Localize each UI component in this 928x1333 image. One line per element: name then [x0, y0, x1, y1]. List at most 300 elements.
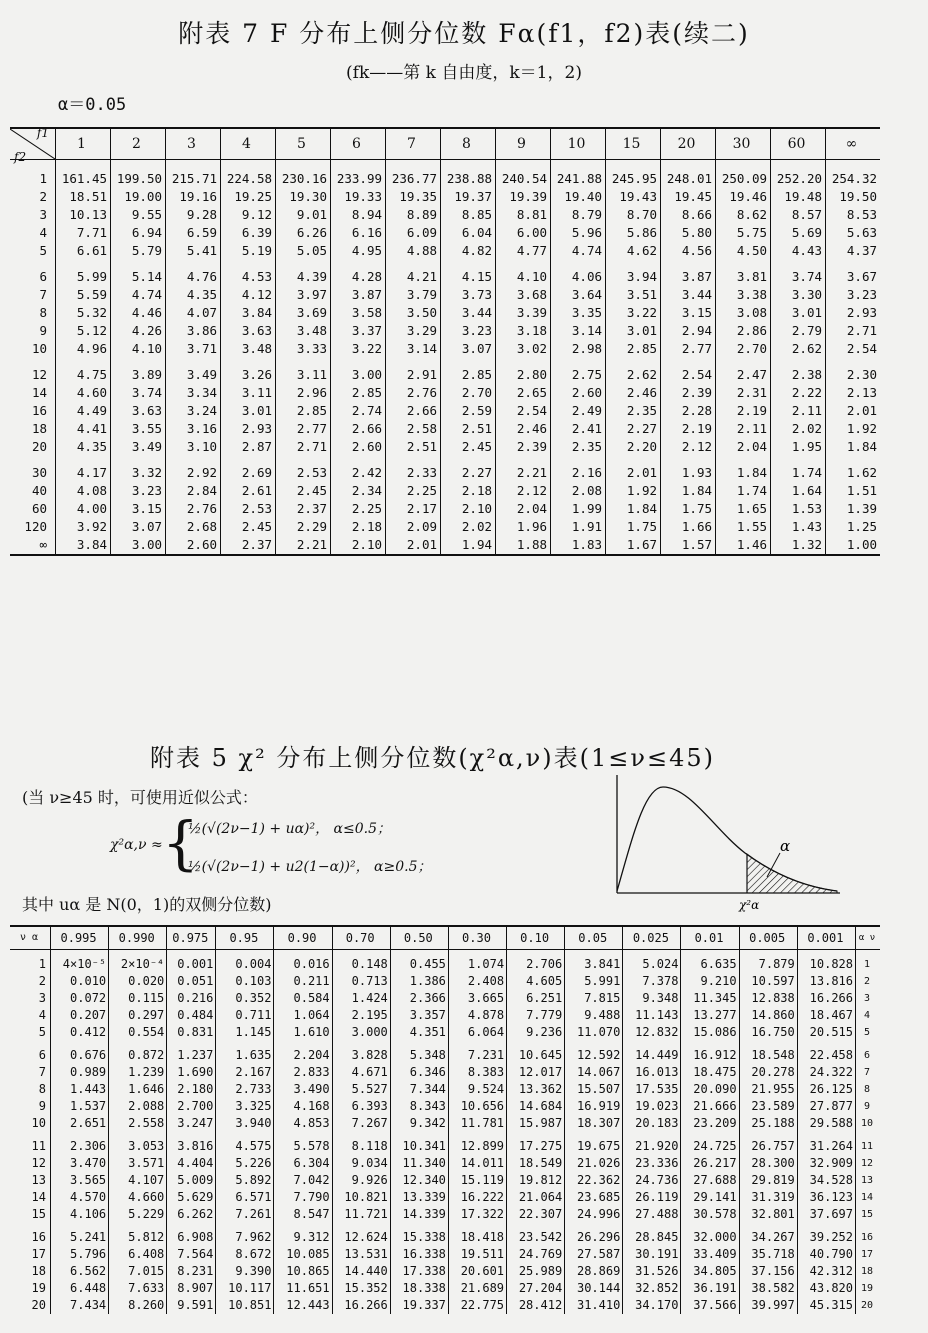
chi-cell: 32.852 — [623, 1280, 681, 1297]
f-cell: 2.79 — [771, 322, 826, 340]
chi-cell: 17.535 — [623, 1081, 681, 1098]
chi-cell: 10.656 — [448, 1098, 506, 1115]
f-cell: 3.33 — [276, 340, 331, 358]
f-cell: 9.28 — [166, 206, 221, 224]
chi-cell: 6.408 — [109, 1246, 167, 1263]
chi-table-row — [10, 1115, 880, 1132]
f-cell: 2.62 — [771, 340, 826, 358]
f-cell: 199.50 — [111, 160, 166, 189]
f-row-label-f2: 5 — [39, 243, 47, 258]
f-cell: 1.57 — [661, 536, 716, 555]
chi-cell: 9.524 — [448, 1081, 506, 1098]
chi-cell: 9.390 — [216, 1263, 274, 1280]
chi-cell: 24.322 — [797, 1064, 855, 1081]
f-cell: 2.92 — [166, 464, 221, 482]
f-cell: 3.10 — [166, 438, 221, 456]
f-cell: 2.66 — [331, 420, 386, 438]
chi-cell: 9.348 — [623, 990, 681, 1007]
chi-cell: 18.418 — [448, 1229, 506, 1246]
chi-cell: 1.237 — [167, 1047, 216, 1064]
chi-row-label-v-right: 16 — [856, 1229, 881, 1246]
chi-cell: 10.645 — [507, 1047, 565, 1064]
chi-cell: 34.528 — [797, 1172, 855, 1189]
chi-table-row — [10, 990, 880, 1007]
f-cell: 3.00 — [331, 366, 386, 384]
chi-cell: 21.689 — [448, 1280, 506, 1297]
chi-col-header: 0.90 — [274, 926, 332, 950]
chi-col-header: 0.50 — [390, 926, 448, 950]
chi-cell: 14.449 — [623, 1047, 681, 1064]
f-cell: 5.41 — [166, 242, 221, 260]
f-cell: 3.15 — [661, 304, 716, 322]
chi-cell: 0.148 — [332, 950, 390, 974]
f-cell: 3.29 — [386, 322, 441, 340]
chi-col-header: 0.005 — [739, 926, 797, 950]
f-row-label-f2: 10 — [31, 341, 47, 356]
f-cell: 3.55 — [111, 420, 166, 438]
chi-cell: 0.352 — [216, 990, 274, 1007]
f-cell: 4.08 — [56, 482, 111, 500]
f-cell: 3.79 — [386, 286, 441, 304]
f-cell: 4.74 — [551, 242, 606, 260]
chi-cell: 3.565 — [51, 1172, 109, 1189]
f-cell: 4.00 — [56, 500, 111, 518]
chi-cell: 20.090 — [681, 1081, 739, 1098]
chi-cell: 6.064 — [448, 1024, 506, 1041]
f-col-header: 6 — [331, 128, 386, 160]
chi-row-label-v: 3 — [38, 991, 46, 1005]
f-cell: 2.61 — [221, 482, 276, 500]
f-cell: 2.46 — [606, 384, 661, 402]
chi-cell: 15.352 — [332, 1280, 390, 1297]
f-table-row — [10, 322, 880, 340]
chi-row-label-v: 14 — [31, 1190, 46, 1204]
chi-cell: 2.651 — [51, 1115, 109, 1132]
chi-cell: 19.511 — [448, 1246, 506, 1263]
chi-cell: 7.231 — [448, 1047, 506, 1064]
f-cell: 2.91 — [386, 366, 441, 384]
f-cell: 19.40 — [551, 188, 606, 206]
f-gap-cell — [661, 456, 716, 464]
f-cell: 2.39 — [496, 438, 551, 456]
f-row-label-f2: ∞ — [10, 536, 56, 555]
f-cell: 2.02 — [441, 518, 496, 536]
f-cell: 6.39 — [221, 224, 276, 242]
f-cell: 5.59 — [56, 286, 111, 304]
f-cell: 3.01 — [221, 402, 276, 420]
f-cell: 4.82 — [441, 242, 496, 260]
chi-cell: 4.660 — [109, 1189, 167, 1206]
chi-row-label-v-right: 2 — [856, 973, 881, 990]
f-cell: 2.47 — [716, 366, 771, 384]
f-cell: 4.10 — [111, 340, 166, 358]
f-cell: 2.17 — [386, 500, 441, 518]
f-row-label-f2: 8 — [39, 305, 47, 320]
chi-cell: 21.064 — [507, 1189, 565, 1206]
f-cell: 8.57 — [771, 206, 826, 224]
chi-cell: 8.260 — [109, 1297, 167, 1314]
chi-cell: 14.339 — [390, 1206, 448, 1223]
chi-cell: 15.119 — [448, 1172, 506, 1189]
f-cell: 2.71 — [826, 322, 881, 340]
f-cell: 4.06 — [551, 268, 606, 286]
f-cell: 2.49 — [551, 402, 606, 420]
chi-cell: 0.831 — [167, 1024, 216, 1041]
f-cell: 2.28 — [661, 402, 716, 420]
chi-cell: 12.838 — [739, 990, 797, 1007]
f-cell: 3.07 — [111, 518, 166, 536]
f-cell: 2.19 — [661, 420, 716, 438]
f-cell: 1.92 — [826, 420, 881, 438]
chi-col-header: 0.01 — [681, 926, 739, 950]
f-cell: 3.26 — [221, 366, 276, 384]
f-cell: 2.86 — [716, 322, 771, 340]
chi-cell: 9.591 — [167, 1297, 216, 1314]
chi-row-label-v-right: 12 — [856, 1155, 881, 1172]
chi-cell: 10.341 — [390, 1138, 448, 1155]
f-table-row — [10, 188, 880, 206]
f-cell: 1.93 — [661, 464, 716, 482]
chart-x-label: χ²α — [739, 898, 760, 912]
f-cell: 4.88 — [386, 242, 441, 260]
f-cell: 1.53 — [771, 500, 826, 518]
f-cell: 240.54 — [496, 160, 551, 189]
f-cell: 3.11 — [276, 366, 331, 384]
f-cell: 1.99 — [551, 500, 606, 518]
f-cell: 245.95 — [606, 160, 661, 189]
chi-cell: 7.815 — [565, 990, 623, 1007]
f-cell: 2.65 — [496, 384, 551, 402]
f-cell: 2.35 — [606, 402, 661, 420]
chi-cell: 7.962 — [216, 1229, 274, 1246]
chi-row-label-v-right: 20 — [856, 1297, 881, 1314]
f-cell: 4.46 — [111, 304, 166, 322]
chi-cell: 6.262 — [167, 1206, 216, 1223]
f-cell: 3.81 — [716, 268, 771, 286]
chi-cell: 7.434 — [51, 1297, 109, 1314]
chi-cell: 4.878 — [448, 1007, 506, 1024]
chi-cell: 32.909 — [797, 1155, 855, 1172]
f-table-row — [10, 518, 880, 536]
chi-table-title: 附表 5 χ² 分布上侧分位数(χ²α,ν)表(1≤ν≤45) — [150, 744, 715, 772]
chi-note-approx: (当 ν≥45 时，可使用近似公式： — [22, 788, 258, 807]
chi-table-row — [10, 1155, 880, 1172]
f-cell: 2.45 — [441, 438, 496, 456]
chi-row-label-v: 5 — [38, 1025, 46, 1039]
f-row-label-f2: 16 — [31, 403, 47, 418]
chi-cell: 0.872 — [109, 1047, 167, 1064]
f-cell: 2.19 — [716, 402, 771, 420]
chi-cell: 3.357 — [390, 1007, 448, 1024]
f-cell: 3.69 — [276, 304, 331, 322]
chi-table-row — [10, 1081, 880, 1098]
f-col-header: 30 — [716, 128, 771, 160]
chi-table-row — [10, 1007, 880, 1024]
chi-row-label-v-right: 19 — [856, 1280, 881, 1297]
f-cell: 5.63 — [826, 224, 881, 242]
f-cell: 1.55 — [716, 518, 771, 536]
f-cell: 3.49 — [111, 438, 166, 456]
f-cell: 215.71 — [166, 160, 221, 189]
chi-cell: 3.325 — [216, 1098, 274, 1115]
chi-cell: 11.340 — [390, 1155, 448, 1172]
chi-cell: 1.690 — [167, 1064, 216, 1081]
chi-cell: 1.074 — [448, 950, 506, 974]
chi-cell: 0.207 — [51, 1007, 109, 1024]
chi-cell: 0.004 — [216, 950, 274, 974]
chi-cell: 5.527 — [332, 1081, 390, 1098]
chi-cell: 37.566 — [681, 1297, 739, 1314]
chi-cell: 18.475 — [681, 1064, 739, 1081]
f-gap-cell — [276, 358, 331, 366]
f-cell: 2.46 — [496, 420, 551, 438]
chi-cell: 9.034 — [332, 1155, 390, 1172]
f-cell: 1.95 — [771, 438, 826, 456]
f-cell: 2.30 — [826, 366, 881, 384]
f-cell: 2.04 — [716, 438, 771, 456]
f-cell: 2.21 — [276, 536, 331, 555]
chi-cell: 16.338 — [390, 1246, 448, 1263]
f-cell: 2.54 — [826, 340, 881, 358]
chi-cell: 0.711 — [216, 1007, 274, 1024]
chi-cell: 31.319 — [739, 1189, 797, 1206]
f-gap-cell — [496, 456, 551, 464]
chi-cell: 5.226 — [216, 1155, 274, 1172]
f-cell: 3.30 — [771, 286, 826, 304]
f-gap-cell — [166, 456, 221, 464]
f-cell: 3.51 — [606, 286, 661, 304]
chi-cell: 0.001 — [167, 950, 216, 974]
chi-cell: 9.312 — [274, 1229, 332, 1246]
f-cell: 3.92 — [56, 518, 111, 536]
f-cell: 1.43 — [771, 518, 826, 536]
chi-cell: 31.410 — [565, 1297, 623, 1314]
chi-cell: 2.408 — [448, 973, 506, 990]
chi-cell: 13.277 — [681, 1007, 739, 1024]
chi-cell: 4.605 — [507, 973, 565, 990]
f-cell: 19.45 — [661, 188, 716, 206]
chi-cell: 38.582 — [739, 1280, 797, 1297]
chi-col-header: 0.975 — [167, 926, 216, 950]
f-cell: 1.74 — [771, 464, 826, 482]
chi-cell: 31.264 — [797, 1138, 855, 1155]
f-cell: 4.60 — [56, 384, 111, 402]
chi-square-density-chart — [615, 775, 850, 915]
f-cell: 19.48 — [771, 188, 826, 206]
chi-cell: 17.275 — [507, 1138, 565, 1155]
f-cell: 19.50 — [826, 188, 881, 206]
f-cell: 2.76 — [166, 500, 221, 518]
f-cell: 1.84 — [606, 500, 661, 518]
f-cell: 230.16 — [276, 160, 331, 189]
f-row-label-f2: 14 — [31, 385, 47, 400]
f-cell: 5.69 — [771, 224, 826, 242]
chi-cell: 12.624 — [332, 1229, 390, 1246]
chi-table-row — [10, 950, 880, 974]
f-gap-cell — [386, 358, 441, 366]
f-cell: 4.77 — [496, 242, 551, 260]
f-cell: 19.46 — [716, 188, 771, 206]
f-cell: 4.17 — [56, 464, 111, 482]
chi-table-row — [10, 1229, 880, 1246]
f-gap-cell — [771, 260, 826, 268]
f-cell: 2.34 — [331, 482, 386, 500]
f-cell: 5.80 — [661, 224, 716, 242]
f-cell: 2.12 — [661, 438, 716, 456]
chi-cell: 2.733 — [216, 1081, 274, 1098]
chi-cell: 0.216 — [167, 990, 216, 1007]
f-col-header: 5 — [276, 128, 331, 160]
chi-cell: 9.236 — [507, 1024, 565, 1041]
f-gap-cell — [496, 358, 551, 366]
f-cell: 1.25 — [826, 518, 881, 536]
chi-cell: 10.597 — [739, 973, 797, 990]
chi-table-row — [10, 1246, 880, 1263]
f-cell: 3.38 — [716, 286, 771, 304]
chi-cell: 5.024 — [623, 950, 681, 974]
chi-cell: 23.685 — [565, 1189, 623, 1206]
f-cell: 3.07 — [441, 340, 496, 358]
chi-cell: 16.266 — [332, 1297, 390, 1314]
f-cell: 2.21 — [496, 464, 551, 482]
f-cell: 2.02 — [771, 420, 826, 438]
f-cell: 2.20 — [606, 438, 661, 456]
chi-cell: 6.448 — [51, 1280, 109, 1297]
f-cell: 1.51 — [826, 482, 881, 500]
f-cell: 2.41 — [551, 420, 606, 438]
f-cell: 9.55 — [111, 206, 166, 224]
f-cell: 2.37 — [276, 500, 331, 518]
chi-cell: 15.338 — [390, 1229, 448, 1246]
f-cell: 1.92 — [606, 482, 661, 500]
chi-cell: 4.168 — [274, 1098, 332, 1115]
f-cell: 4.43 — [771, 242, 826, 260]
chi-col-header: 0.30 — [448, 926, 506, 950]
chi-cell: 6.304 — [274, 1155, 332, 1172]
f-col-header: ∞ — [826, 128, 881, 160]
f-gap-cell — [826, 358, 881, 366]
f-gap-cell — [221, 456, 276, 464]
f-row-label-f2: 4 — [39, 225, 47, 240]
chi-cell: 45.315 — [797, 1297, 855, 1314]
chi-table-row — [10, 1098, 880, 1115]
chi-cell: 3.828 — [332, 1047, 390, 1064]
f-cell: 2.25 — [331, 500, 386, 518]
f-table-corner — [10, 126, 56, 164]
chi-row-label-v: 1 — [38, 957, 46, 971]
f-gap-cell — [111, 260, 166, 268]
chi-cell: 5.629 — [167, 1189, 216, 1206]
chi-cell: 17.338 — [390, 1263, 448, 1280]
f-gap-cell — [10, 358, 56, 366]
chi-cell: 9.926 — [332, 1172, 390, 1189]
f-cell: 2.60 — [166, 536, 221, 555]
chi-cell: 12.340 — [390, 1172, 448, 1189]
f-cell: 19.35 — [386, 188, 441, 206]
chi-cell: 7.633 — [109, 1280, 167, 1297]
f-gap-cell — [331, 260, 386, 268]
chi-cell: 3.490 — [274, 1081, 332, 1098]
f-col-header: 10 — [551, 128, 606, 160]
chi-row-label-v: 16 — [31, 1230, 46, 1244]
f-cell: 3.11 — [221, 384, 276, 402]
f-cell: 254.32 — [826, 160, 881, 189]
f-cell: 4.50 — [716, 242, 771, 260]
chi-cell: 2.366 — [390, 990, 448, 1007]
f-cell: 1.88 — [496, 536, 551, 555]
chi-cell: 1.424 — [332, 990, 390, 1007]
f-cell: 6.26 — [276, 224, 331, 242]
chi-cell: 29.141 — [681, 1189, 739, 1206]
chi-row-label-v-right: 15 — [856, 1206, 881, 1223]
f-cell: 1.32 — [771, 536, 826, 555]
chi-square-table — [10, 925, 880, 1314]
f-cell: 2.27 — [441, 464, 496, 482]
chi-cell: 0.297 — [109, 1007, 167, 1024]
chi-cell: 33.409 — [681, 1246, 739, 1263]
f-cell: 2.94 — [661, 322, 716, 340]
chi-cell: 22.307 — [507, 1206, 565, 1223]
chi-cell: 16.750 — [739, 1024, 797, 1041]
chi-cell: 6.393 — [332, 1098, 390, 1115]
chi-cell: 7.042 — [274, 1172, 332, 1189]
chi-cell: 25.989 — [507, 1263, 565, 1280]
chi-cell: 34.170 — [623, 1297, 681, 1314]
chi-cell: 14.067 — [565, 1064, 623, 1081]
chi-cell: 16.013 — [623, 1064, 681, 1081]
chi-cell: 5.348 — [390, 1047, 448, 1064]
chi-cell: 37.156 — [739, 1263, 797, 1280]
f-cell: 2.80 — [496, 366, 551, 384]
f-cell: 5.79 — [111, 242, 166, 260]
chi-cell: 24.736 — [623, 1172, 681, 1189]
chi-cell: 7.261 — [216, 1206, 274, 1223]
chi-cell: 13.339 — [390, 1189, 448, 1206]
f-cell: 3.37 — [331, 322, 386, 340]
chi-cell: 5.229 — [109, 1206, 167, 1223]
f-table-row — [10, 286, 880, 304]
f-cell: 3.71 — [166, 340, 221, 358]
chi-cell: 16.919 — [565, 1098, 623, 1115]
chi-cell: 14.860 — [739, 1007, 797, 1024]
formula-lhs: χ²α,ν ≈ — [110, 837, 163, 853]
f-row-label-f2: 3 — [39, 207, 47, 222]
chi-note-ua: 其中 uα 是 N(0，1)的双侧分位数) — [22, 895, 272, 914]
f-cell: 2.25 — [386, 482, 441, 500]
chi-cell: 21.955 — [739, 1081, 797, 1098]
chi-row-label-v: 11 — [31, 1139, 46, 1153]
chi-cell: 6.571 — [216, 1189, 274, 1206]
chi-cell: 3.841 — [565, 950, 623, 974]
f-cell: 2.01 — [826, 402, 881, 420]
chi-cell: 32.801 — [739, 1206, 797, 1223]
f-gap-cell — [551, 456, 606, 464]
f-cell: 2.13 — [826, 384, 881, 402]
f-cell: 2.54 — [496, 402, 551, 420]
chi-cell: 1.646 — [109, 1081, 167, 1098]
f-cell: 2.93 — [826, 304, 881, 322]
chi-cell: 28.412 — [507, 1297, 565, 1314]
chi-row-label-v-right: 11 — [856, 1138, 881, 1155]
chi-cell: 43.820 — [797, 1280, 855, 1297]
f-cell: 1.83 — [551, 536, 606, 555]
chi-cell: 13.362 — [507, 1081, 565, 1098]
chi-cell: 26.757 — [739, 1138, 797, 1155]
f-cell: 2.85 — [441, 366, 496, 384]
f-gap-cell — [606, 456, 661, 464]
f-col-header: 9 — [496, 128, 551, 160]
f-gap-cell — [606, 260, 661, 268]
